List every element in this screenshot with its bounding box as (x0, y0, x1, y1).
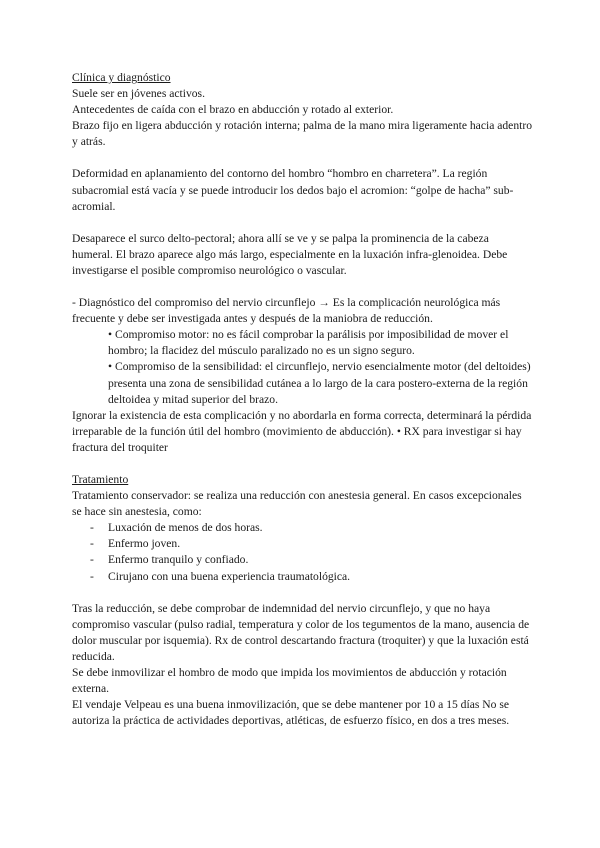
paragraph-line: Antecedentes de caída con el brazo en abducción y rotado al exterior. (72, 103, 394, 117)
paragraph-line: Brazo fijo en ligera abducción y rotación interna; palma de la mano mira ligeramente hacia adentro y atrás. (72, 119, 533, 149)
dash-marker: - (90, 569, 94, 583)
list-item (72, 569, 532, 585)
conditions-list (72, 520, 532, 584)
list-item (72, 552, 532, 568)
paragraph-line: Suele ser en jóvenes activos. (72, 87, 205, 101)
paragraph-inmovilizar: Se debe inmovilizar el hombro de modo que impida los movimientos de abducción y rotación externa. (72, 666, 507, 696)
dash-marker: - (90, 521, 94, 535)
list-item-text: Luxación de menos de dos horas. (108, 521, 263, 535)
bullet-compromiso-motor: • Compromiso motor: no es fácil comprobar la parálisis por imposibilidad de mover el hombro; la flacidez del músculo paralizado no es un signo seguro. (108, 328, 509, 358)
spacer (72, 150, 532, 166)
paragraph-diagnostico: - Diagnóstico del compromiso del nervio circunflejo → Es la complicación neurológica más frecuente y debe ser investigada antes y después de la maniobra de reducción. (72, 296, 501, 326)
list-item-text: Enfermo tranquilo y confiado. (108, 553, 249, 567)
spacer (72, 279, 532, 295)
list-item-text: Cirujano con una buena experiencia traumatológica. (108, 569, 351, 583)
paragraph-tratamiento-intro: Tratamiento conservador: se realiza una reducción con anestesia general. En casos excepcionales se hace sin anestesia, como: (72, 489, 522, 519)
spacer (72, 456, 532, 472)
document-page (72, 70, 532, 729)
list-item (72, 520, 532, 536)
section-title-clinica: Clínica y diagnóstico (72, 71, 171, 84)
list-item-text: Enfermo joven. (108, 537, 181, 551)
paragraph-velpeau: El vendaje Velpeau es una buena inmovilización, que se debe mantener por 10 a 15 días No se autoriza la práctica de actividades deportivas, atléticas, de esfuerzo físico, en dos a tres meses. (72, 698, 510, 728)
dash-marker: - (90, 537, 94, 551)
list-item (72, 536, 532, 552)
section-title-tratamiento: Tratamiento (72, 472, 129, 486)
paragraph-deformidad: Deformidad en aplanamiento del contorno del hombro “hombro en charretera”. La región subacromial está vacía y se puede introducir los dedos bajo el acromion: “golpe de hacha” sub-acromial. (72, 167, 514, 213)
bullet-compromiso-sensibilidad: • Compromiso de la sensibilidad: el circunflejo, nervio esencialmente motor (del deltoides) presenta una zona de sensibilidad cutánea a lo largo de la cara postero-externa de la región deltoidea y mitad superior del brazo. (108, 360, 531, 406)
dash-marker: - (90, 553, 94, 567)
paragraph-ignorar: Ignorar la existencia de esta complicación y no abordarla en forma correcta, determinará la pérdida irreparable de la función útil del hombro (movimiento de abducción). • RX para investigar si hay fractura del troquiter (72, 408, 532, 454)
spacer (72, 215, 532, 231)
paragraph-surco: Desaparece el surco delto-pectoral; ahora allí se ve y se palpa la prominencia de la cabeza humeral. El brazo aparece algo más largo, especialmente en la luxación infra-glenoidea. Debe investigarse el posible compromiso neurológico o vascular. (72, 231, 508, 277)
spacer (72, 585, 532, 601)
paragraph-reduccion: Tras la reducción, se debe comprobar de indemnidad del nervio circunflejo, y que no haya compromiso vascular (pulso radial, temperatura y color de los tegumentos de la mano, ausencia de dolor muscular por isquemia). Rx de control descartando fractura (troquiter) y que la luxación está reducida. (72, 601, 530, 663)
